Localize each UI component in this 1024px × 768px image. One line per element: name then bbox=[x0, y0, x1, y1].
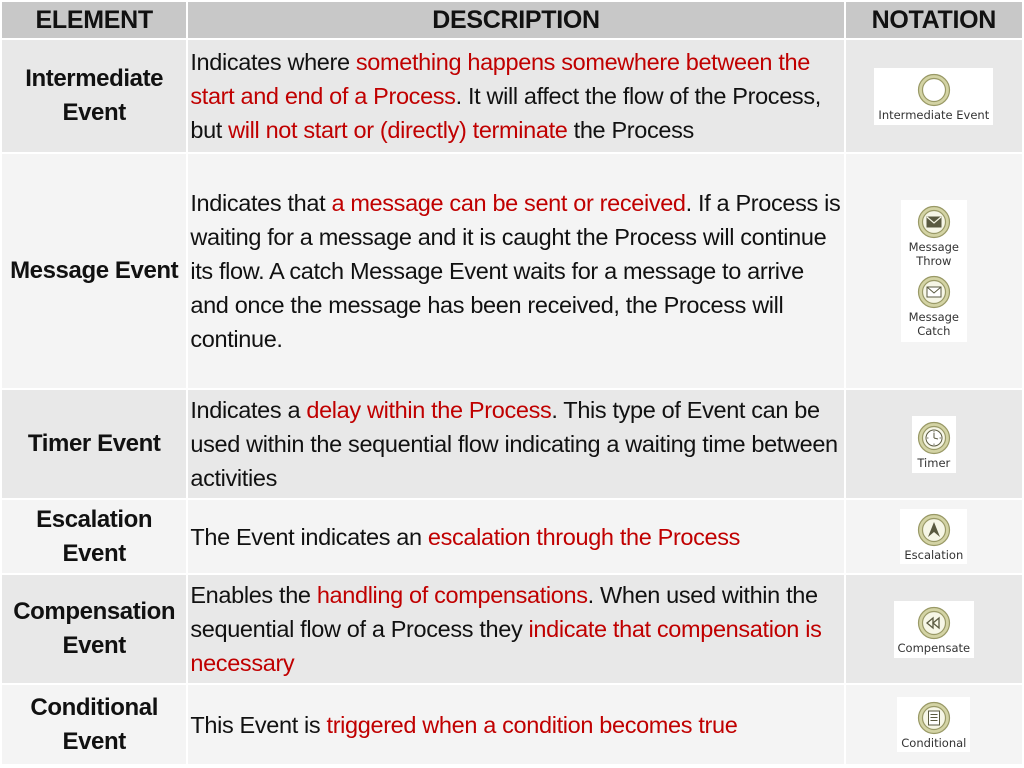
notation-label: Intermediate Event bbox=[878, 107, 990, 122]
desc-highlight: triggered when a condition becomes true bbox=[326, 711, 738, 738]
notation-symbol bbox=[901, 200, 967, 342]
notation-label: Message Throw bbox=[908, 240, 960, 268]
notation-symbol bbox=[900, 509, 967, 564]
desc-highlight: indicate that compensation is necessary bbox=[190, 616, 822, 676]
table-row bbox=[1, 499, 1023, 574]
notation-symbol bbox=[912, 416, 956, 473]
conditional-icon bbox=[916, 700, 952, 736]
message-catch-icon bbox=[916, 274, 952, 310]
notation-cell bbox=[845, 153, 1023, 389]
notation-cell bbox=[845, 574, 1023, 684]
desc-text: Indicates where bbox=[190, 49, 356, 75]
desc-highlight: a message can be sent or received bbox=[331, 190, 686, 216]
header-row bbox=[1, 1, 1023, 39]
desc-text: The Event indicates an bbox=[190, 523, 428, 550]
element-name: Escalation Event bbox=[1, 499, 187, 574]
notation-symbol bbox=[894, 601, 975, 658]
notation-symbol bbox=[897, 697, 970, 752]
notation-cell bbox=[845, 39, 1023, 153]
description-cell bbox=[187, 389, 844, 499]
element-name: Timer Event bbox=[1, 389, 187, 499]
table-row bbox=[1, 389, 1023, 499]
desc-highlight: will not start or (directly) terminate bbox=[228, 117, 568, 143]
desc-text: the Process bbox=[567, 117, 694, 143]
description-cell bbox=[187, 153, 844, 389]
message-throw-icon bbox=[916, 204, 952, 240]
desc-text: . If a Process is waiting for a message and it is caught the Process will continue its flow. A catch Message Event waits for a message to arrive and once the message has been received, the Process will continue. bbox=[190, 190, 841, 352]
description-cell bbox=[187, 39, 844, 153]
description-cell bbox=[187, 499, 844, 574]
desc-highlight: escalation through the Process bbox=[427, 523, 741, 550]
description-cell bbox=[187, 574, 844, 684]
escalation-icon bbox=[916, 512, 952, 548]
desc-text: . When used within the sequential flow of a Process they bbox=[190, 582, 818, 642]
table-row bbox=[1, 153, 1023, 389]
desc-highlight: delay within the Process bbox=[306, 397, 552, 423]
header-description: DESCRIPTION bbox=[187, 1, 844, 39]
table-row bbox=[1, 574, 1023, 684]
compensate-icon bbox=[916, 605, 952, 641]
desc-highlight: handling of compensations bbox=[316, 582, 588, 608]
desc-text: Indicates a bbox=[190, 397, 307, 423]
desc-text: Indicates that bbox=[190, 190, 332, 216]
element-name: Intermediate Event bbox=[1, 39, 187, 153]
table-row bbox=[1, 684, 1023, 765]
notation-symbol bbox=[874, 68, 993, 125]
intermediate-event-icon bbox=[916, 72, 952, 108]
header-element: ELEMENT bbox=[1, 1, 187, 39]
notation-label: Message Catch bbox=[908, 310, 960, 338]
desc-text: Enables the bbox=[190, 582, 317, 608]
desc-highlight: something happens somewhere between the start and end of a Process bbox=[190, 49, 810, 109]
table-row bbox=[1, 39, 1023, 153]
description-cell bbox=[187, 684, 844, 765]
header-notation: NOTATION bbox=[845, 1, 1023, 39]
notation-label: Conditional bbox=[901, 736, 967, 750]
notation-cell bbox=[845, 684, 1023, 765]
timer-icon bbox=[916, 420, 952, 456]
desc-text: . This type of Event can be used within the sequential flow indicating a waiting time between activities bbox=[190, 397, 838, 491]
notation-label: Compensate bbox=[897, 640, 971, 655]
desc-text: . It will affect the flow of the Process, but bbox=[190, 83, 821, 143]
element-name: Compensation Event bbox=[1, 574, 187, 684]
element-name: Conditional Event bbox=[1, 684, 187, 765]
desc-text: This Event is bbox=[190, 711, 327, 738]
element-name: Message Event bbox=[1, 153, 187, 389]
notation-cell bbox=[845, 389, 1023, 499]
notation-label: Timer bbox=[917, 455, 951, 470]
notation-cell bbox=[845, 499, 1023, 574]
notation-label: Escalation bbox=[904, 548, 964, 562]
